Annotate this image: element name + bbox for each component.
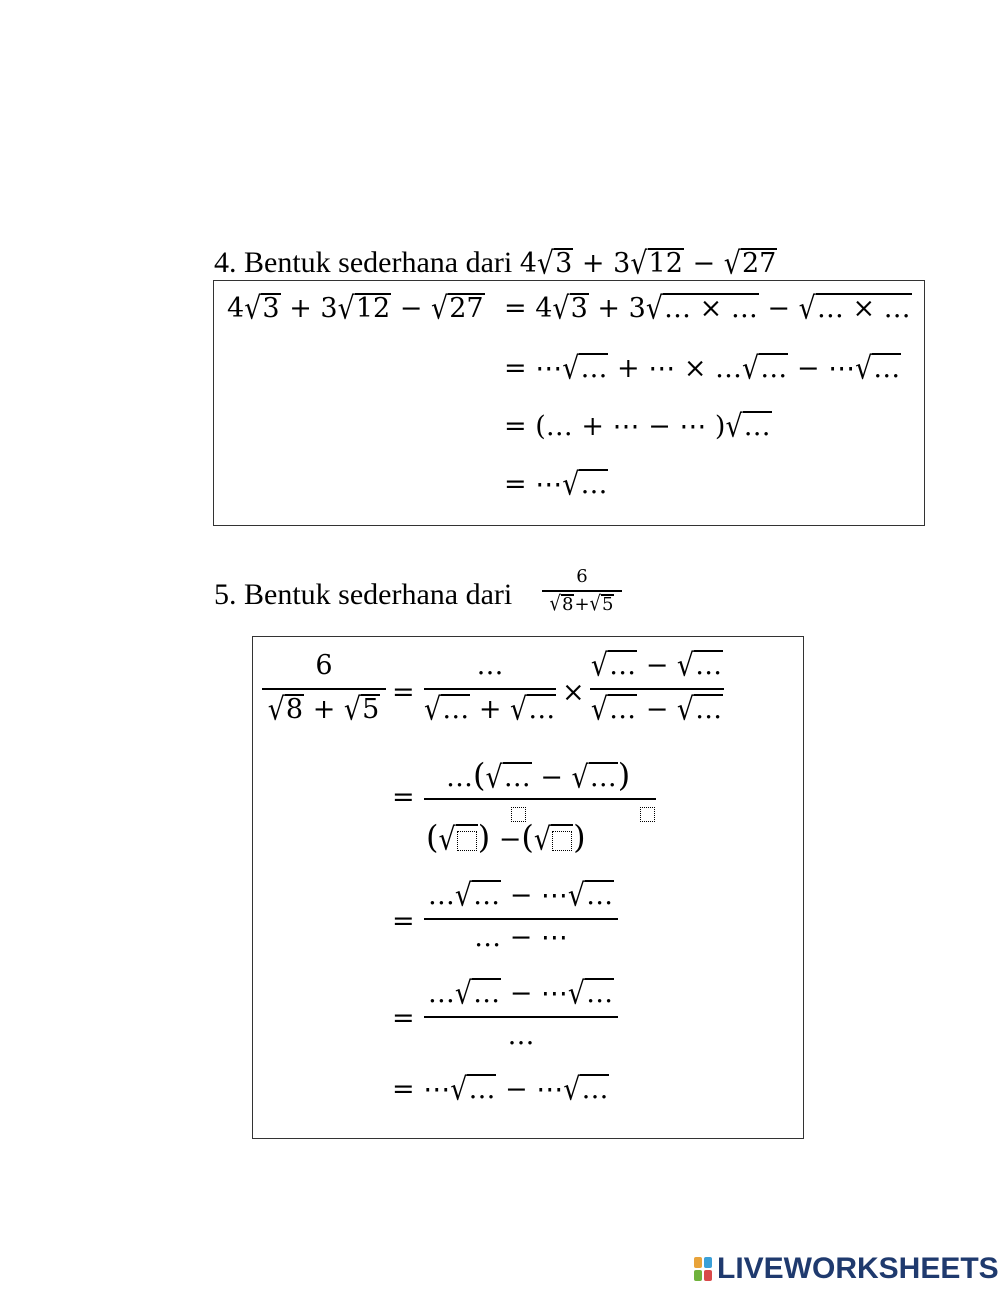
blank-input[interactable]: ⋯ bbox=[535, 353, 563, 384]
q5-step1-lhs: 6 √8 + √5 bbox=[262, 650, 386, 725]
blank-input[interactable]: … bbox=[609, 694, 637, 725]
liveworksheets-logo-icon bbox=[693, 1256, 713, 1282]
blank-input[interactable]: … bbox=[528, 694, 556, 725]
blank-input[interactable]: … bbox=[473, 978, 501, 1009]
blank-input[interactable] bbox=[552, 831, 572, 851]
blank-input[interactable]: … bbox=[427, 978, 455, 1009]
q5-step2-numerator: …(√… − √…) bbox=[446, 756, 631, 796]
blank-input[interactable]: … bbox=[760, 353, 788, 384]
question-5-fraction: 6 √8+√5 bbox=[542, 566, 622, 616]
blank-input[interactable]: … bbox=[589, 762, 617, 793]
blank-input[interactable]: ⋯ bbox=[535, 469, 563, 500]
question-4-heading bbox=[214, 246, 777, 280]
blank-input[interactable]: … bbox=[743, 411, 771, 442]
exponent-box[interactable] bbox=[511, 804, 526, 823]
fraction-bar bbox=[424, 798, 656, 800]
q5-step5: = ⋯√… − ⋯√… bbox=[392, 1071, 609, 1108]
times-sign: × bbox=[562, 677, 585, 708]
blank-input[interactable]: (… + ⋯ − ⋯ ) bbox=[535, 411, 726, 442]
question-expression: 4√3 + 3√12 − √27 bbox=[519, 245, 777, 282]
blank-input[interactable]: … bbox=[503, 762, 531, 793]
q4-line-1: 4√3 + 3√12 − √27 bbox=[227, 290, 484, 327]
equals-sign: = bbox=[392, 1003, 415, 1034]
question-title: Bentuk sederhana dari bbox=[244, 246, 513, 279]
equals-sign: = bbox=[392, 677, 415, 708]
q4-line-3: = (… + ⋯ − ⋯ )√… bbox=[504, 408, 771, 445]
blank-input[interactable]: … × … bbox=[816, 293, 911, 324]
brand-name: LIVEWORKSHEETS bbox=[717, 1252, 999, 1285]
blank-input[interactable]: … bbox=[695, 694, 723, 725]
q4-line-2: = ⋯√… + ⋯ × …√… − ⋯√… bbox=[504, 350, 901, 387]
blank-input[interactable]: … bbox=[586, 978, 614, 1009]
q5-step4-fraction: …√… − ⋯√… … bbox=[424, 978, 618, 1051]
question-5-heading bbox=[214, 578, 512, 612]
liveworksheets-logo bbox=[693, 1254, 999, 1284]
exponent-box[interactable] bbox=[640, 804, 655, 823]
blank-input[interactable]: … bbox=[580, 353, 608, 384]
blank-input[interactable]: … bbox=[873, 353, 901, 384]
blank-input[interactable]: … bbox=[609, 650, 637, 681]
blank-input[interactable]: … − ⋯ bbox=[474, 922, 568, 953]
blank-input[interactable]: … bbox=[473, 880, 501, 911]
blank-input[interactable]: … bbox=[581, 1074, 609, 1105]
question-title: Bentuk sederhana dari bbox=[244, 578, 513, 611]
q5-step1-fraction: … √… + √… bbox=[424, 650, 556, 728]
q4-line-1-rhs: = 4√3 + 3√… × … − √… × … bbox=[504, 290, 911, 327]
blank-input[interactable]: … bbox=[468, 1074, 496, 1105]
question-number: 4. bbox=[214, 246, 237, 279]
blank-input[interactable]: … bbox=[476, 650, 504, 681]
blank-input[interactable]: ⋯ bbox=[828, 353, 856, 384]
q5-step3-fraction: …√… − ⋯√… … − ⋯ bbox=[424, 880, 618, 953]
blank-input[interactable]: … bbox=[507, 1020, 535, 1051]
q4-line-4: = ⋯√… bbox=[504, 466, 608, 503]
blank-input[interactable]: … bbox=[580, 469, 608, 500]
blank-input[interactable]: ⋯ bbox=[423, 1074, 451, 1105]
q5-step1-conjugate: √… − √… √… − √… bbox=[590, 647, 723, 728]
blank-input[interactable]: … bbox=[586, 880, 614, 911]
blank-input[interactable] bbox=[457, 831, 477, 851]
blank-input[interactable]: … bbox=[695, 650, 723, 681]
blank-input[interactable]: … bbox=[442, 694, 470, 725]
blank-input[interactable]: ⋯ × … bbox=[648, 353, 743, 384]
blank-input[interactable]: … × … bbox=[664, 293, 758, 324]
q5-step2-denominator: (√ ) −(√ ) bbox=[426, 818, 586, 858]
equals-sign: = bbox=[392, 782, 415, 813]
blank-input[interactable]: … bbox=[427, 880, 455, 911]
blank-input[interactable]: … bbox=[446, 762, 473, 793]
equals-sign: = bbox=[392, 906, 415, 937]
question-number: 5. bbox=[214, 578, 237, 611]
